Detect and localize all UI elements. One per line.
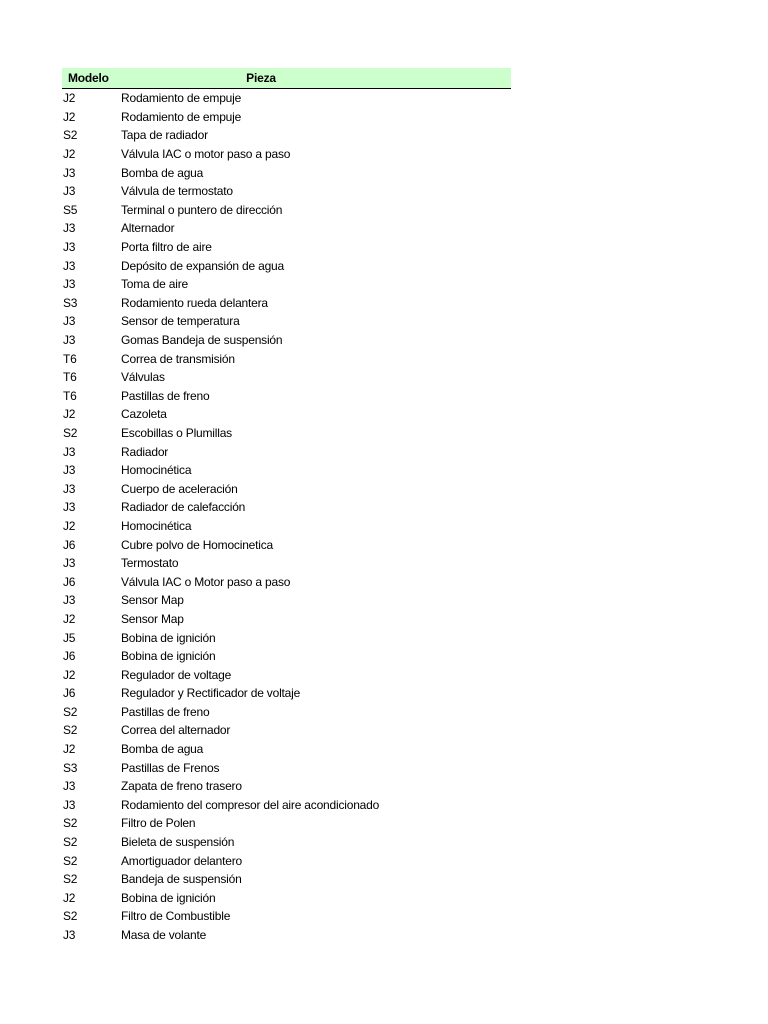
- cell-pieza: Amortiguador delantero: [121, 853, 243, 868]
- cell-modelo: J3: [63, 556, 76, 571]
- cell-modelo: J2: [63, 742, 76, 757]
- cell-modelo: T6: [63, 388, 77, 403]
- cell-pieza: Termostato: [121, 556, 179, 571]
- cell-pieza: Cubre polvo de Homocinetica: [121, 537, 274, 552]
- table-row: [62, 554, 511, 573]
- table-row: [62, 461, 511, 480]
- cell-modelo: J5: [63, 630, 76, 645]
- table-row: [62, 907, 511, 926]
- table-row: [62, 703, 511, 722]
- table-row: [62, 591, 511, 610]
- cell-modelo: S2: [63, 816, 78, 831]
- cell-modelo: J3: [63, 444, 76, 459]
- cell-modelo: J6: [63, 537, 76, 552]
- parts-table: [62, 68, 511, 944]
- table-row: [62, 182, 511, 201]
- table-row: [62, 387, 511, 406]
- table-row: [62, 145, 511, 164]
- cell-pieza: Bobina de ignición: [121, 649, 216, 664]
- cell-pieza: Bandeja de suspensión: [121, 872, 242, 887]
- table-row: [62, 851, 511, 870]
- cell-pieza: Zapata de freno trasero: [121, 779, 242, 794]
- cell-pieza: Homocinética: [121, 463, 192, 478]
- table-row: [62, 424, 511, 443]
- cell-pieza: Válvulas: [121, 370, 165, 385]
- table-row: [62, 405, 511, 424]
- cell-modelo: J2: [63, 147, 76, 162]
- cell-pieza: Rodamiento rueda delantera: [121, 295, 268, 310]
- cell-pieza: Sensor de temperatura: [121, 314, 240, 329]
- cell-pieza: Alternador: [121, 221, 175, 236]
- cell-pieza: Correa de transmisión: [121, 351, 235, 366]
- cell-pieza: Cuerpo de aceleración: [121, 481, 238, 496]
- table-row: [62, 331, 511, 350]
- cell-pieza: Rodamiento de empuje: [121, 109, 242, 124]
- cell-pieza: Regulador y Rectificador de voltaje: [121, 686, 301, 701]
- cell-pieza: Masa de volante: [121, 928, 207, 943]
- cell-modelo: T6: [63, 370, 77, 385]
- cell-modelo: J2: [63, 518, 76, 533]
- cell-modelo: J2: [63, 407, 76, 422]
- table-row: [62, 721, 511, 740]
- cell-modelo: S5: [63, 202, 78, 217]
- header-pieza: Pieza: [246, 71, 276, 85]
- cell-modelo: J3: [63, 463, 76, 478]
- cell-pieza: Porta filtro de aire: [121, 240, 212, 255]
- cell-modelo: S2: [63, 128, 78, 143]
- cell-pieza: Válvula IAC o motor paso a paso: [121, 147, 291, 162]
- table-row: [62, 517, 511, 536]
- table-row: [62, 610, 511, 629]
- cell-pieza: Filtro de Combustible: [121, 909, 231, 924]
- cell-modelo: J2: [63, 109, 76, 124]
- cell-pieza: Bobina de ignición: [121, 630, 216, 645]
- cell-pieza: Pastillas de freno: [121, 388, 210, 403]
- table-row: [62, 684, 511, 703]
- table-row: [62, 312, 511, 331]
- cell-modelo: J3: [63, 258, 76, 273]
- table-row: [62, 535, 511, 554]
- table-row: [62, 442, 511, 461]
- cell-pieza: Filtro de Polen: [121, 816, 196, 831]
- cell-modelo: J3: [63, 593, 76, 608]
- header-modelo: Modelo: [68, 71, 109, 85]
- cell-pieza: Rodamiento del compresor del aire acondicionado: [121, 797, 380, 812]
- cell-pieza: Gomas Bandeja de suspensión: [121, 333, 283, 348]
- cell-pieza: Pastillas de Frenos: [121, 760, 220, 775]
- cell-modelo: J6: [63, 649, 76, 664]
- cell-modelo: T6: [63, 351, 77, 366]
- table-row: [62, 238, 511, 257]
- table-row: [62, 628, 511, 647]
- cell-modelo: J6: [63, 574, 76, 589]
- cell-modelo: S2: [63, 835, 78, 850]
- table-row: [62, 275, 511, 294]
- cell-pieza: Correa del alternador: [121, 723, 231, 738]
- cell-pieza: Cazoleta: [121, 407, 167, 422]
- cell-pieza: Válvula IAC o Motor paso a paso: [121, 574, 291, 589]
- table-header: [62, 68, 511, 89]
- table-row: [62, 126, 511, 145]
- table-row: [62, 479, 511, 498]
- cell-modelo: S2: [63, 425, 78, 440]
- cell-modelo: J3: [63, 221, 76, 236]
- cell-pieza: Regulador de voltage: [121, 667, 232, 682]
- cell-modelo: J3: [63, 481, 76, 496]
- table-row: [62, 814, 511, 833]
- cell-modelo: J2: [63, 667, 76, 682]
- table-row: [62, 368, 511, 387]
- cell-modelo: J3: [63, 184, 76, 199]
- cell-pieza: Bobina de ignición: [121, 890, 216, 905]
- cell-pieza: Rodamiento de empuje: [121, 91, 242, 106]
- table-row: [62, 777, 511, 796]
- cell-pieza: Escobillas o Plumillas: [121, 425, 232, 440]
- cell-modelo: J3: [63, 797, 76, 812]
- cell-modelo: S3: [63, 760, 78, 775]
- cell-pieza: Depósito de expansión de agua: [121, 258, 284, 273]
- cell-modelo: J6: [63, 686, 76, 701]
- cell-modelo: S2: [63, 723, 78, 738]
- cell-modelo: J3: [63, 500, 76, 515]
- cell-pieza: Homocinética: [121, 518, 192, 533]
- cell-modelo: J2: [63, 611, 76, 626]
- table-row: [62, 758, 511, 777]
- table-row: [62, 201, 511, 220]
- table-row: [62, 796, 511, 815]
- table-row: [62, 349, 511, 368]
- table-row: [62, 926, 511, 945]
- cell-modelo: J3: [63, 277, 76, 292]
- table-row: [62, 294, 511, 313]
- cell-modelo: S2: [63, 909, 78, 924]
- cell-modelo: J3: [63, 779, 76, 794]
- table-row: [62, 740, 511, 759]
- table-row: [62, 163, 511, 182]
- table-row: [62, 572, 511, 591]
- table-row: [62, 89, 511, 108]
- cell-modelo: S2: [63, 853, 78, 868]
- table-row: [62, 256, 511, 275]
- cell-modelo: J2: [63, 890, 76, 905]
- cell-pieza: Válvula de termostato: [121, 184, 233, 199]
- cell-pieza: Terminal o puntero de dirección: [121, 202, 283, 217]
- table-body: [62, 89, 511, 944]
- table-row: [62, 108, 511, 127]
- cell-pieza: Bieleta de suspensión: [121, 835, 235, 850]
- table-row: [62, 498, 511, 517]
- cell-modelo: J3: [63, 165, 76, 180]
- cell-pieza: Radiador de calefacción: [121, 500, 246, 515]
- cell-modelo: S2: [63, 704, 78, 719]
- cell-modelo: J3: [63, 333, 76, 348]
- cell-modelo: J2: [63, 91, 76, 106]
- cell-pieza: Bomba de agua: [121, 165, 204, 180]
- cell-pieza: Bomba de agua: [121, 742, 204, 757]
- table-row: [62, 219, 511, 238]
- cell-modelo: J3: [63, 240, 76, 255]
- cell-pieza: Pastillas de freno: [121, 704, 210, 719]
- cell-modelo: J3: [63, 928, 76, 943]
- cell-pieza: Sensor Map: [121, 593, 184, 608]
- cell-pieza: Sensor Map: [121, 611, 184, 626]
- cell-pieza: Radiador: [121, 444, 169, 459]
- cell-modelo: S2: [63, 872, 78, 887]
- table-row: [62, 889, 511, 908]
- cell-pieza: Tapa de radiador: [121, 128, 208, 143]
- cell-modelo: J3: [63, 314, 76, 329]
- table-row: [62, 647, 511, 666]
- cell-modelo: S3: [63, 295, 78, 310]
- table-row: [62, 833, 511, 852]
- cell-pieza: Toma de aire: [121, 277, 188, 292]
- table-row: [62, 870, 511, 889]
- table-row: [62, 665, 511, 684]
